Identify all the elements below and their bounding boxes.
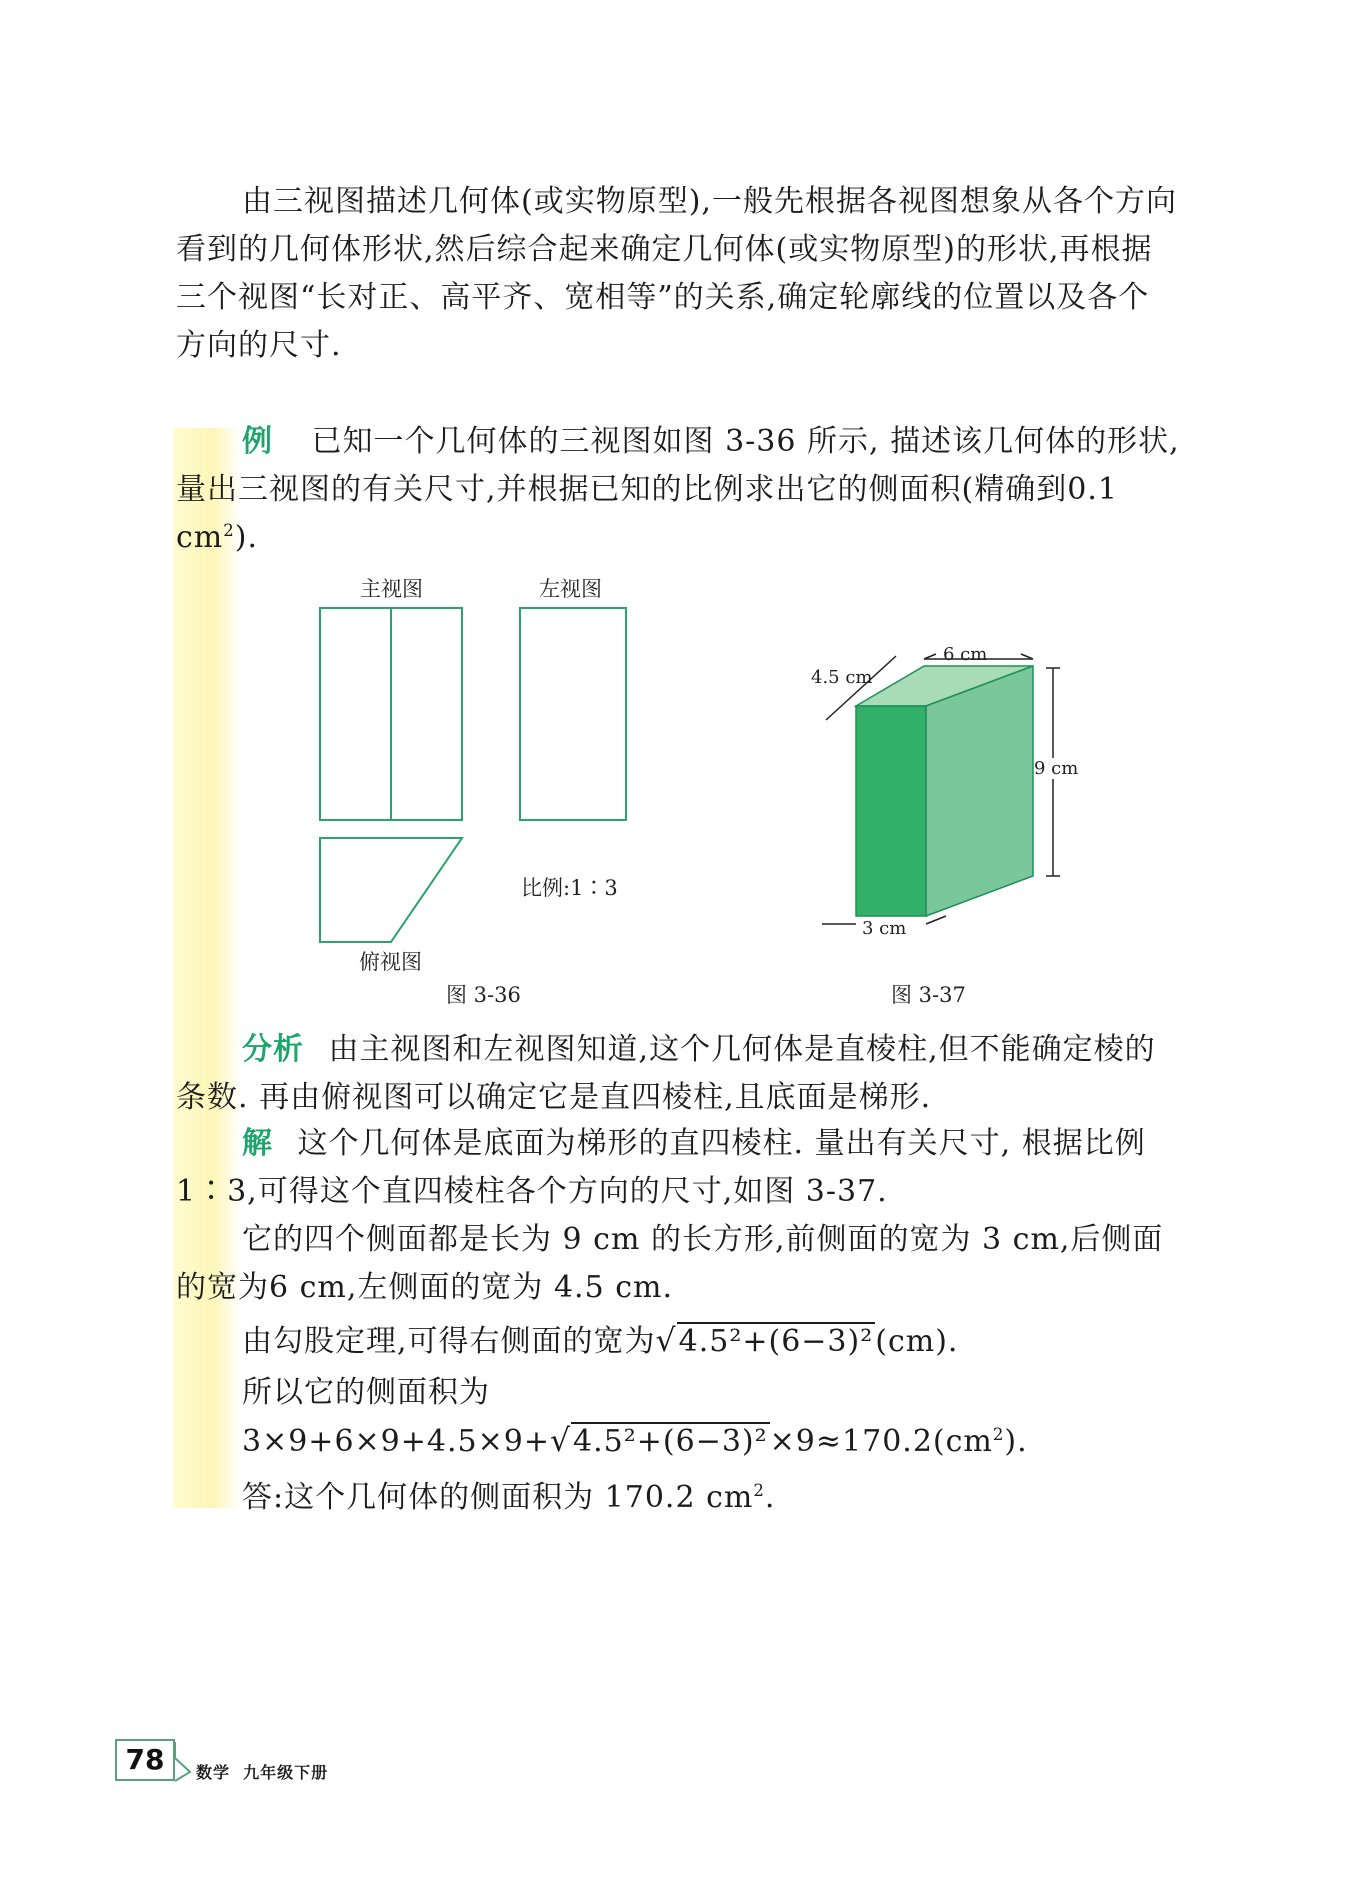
page-number: 78 — [115, 1739, 175, 1781]
intro-paragraph: 由三视图描述几何体(或实物原型),一般先根据各视图想象从各个方向看到的几何体形状,然后综合起来确定几何体(或实物原型)的形状,再根据三个视图“长对正、高平齐、宽相等”的关系,确定轮廓线的位置以及各个方向的尺寸. — [176, 184, 1177, 363]
left-view-label: 左视图 — [539, 577, 602, 601]
dim-height: 9 cm — [1034, 758, 1079, 779]
pythagoras-pre: 由勾股定理,可得右侧面的宽为 — [242, 1324, 656, 1359]
sqrt-icon: √ — [549, 1423, 572, 1459]
dim-top: 6 cm — [943, 644, 988, 665]
scale-label: 比例:1∶3 — [521, 876, 618, 900]
analysis-label: 分析 — [242, 1032, 304, 1067]
formula-pre: 3×9+6×9+4.5×9+ — [242, 1424, 550, 1459]
formula-end: ). — [1004, 1424, 1028, 1459]
example-end: ). — [234, 520, 258, 555]
example-label: 例 — [242, 424, 273, 459]
analysis-text: 由主视图和左视图知道,这个几何体是直棱柱,但不能确定棱的条数. 再由俯视图可以确定它是直四棱柱,且底面是梯形. — [176, 1032, 1156, 1115]
formula-radicand: 4.5²+(6−3)² — [573, 1424, 768, 1459]
example-sup: 2 — [223, 521, 235, 540]
solution-text: 这个几何体是底面为梯形的直四棱柱. 量出有关尺寸, 根据比例1∶3,可得这个直四棱柱各个方向的尺寸,如图 3-37. — [176, 1126, 1146, 1209]
area-intro-line: 所以它的侧面积为 — [242, 1375, 490, 1410]
solution-label: 解 — [242, 1126, 273, 1161]
sqrt-icon: √ — [655, 1323, 677, 1359]
figure-3-36-caption: 图 3-36 — [446, 983, 521, 1007]
answer-text: 答:这个几何体的侧面积为 170.2 cm — [242, 1480, 754, 1515]
formula-post: ×9≈170.2(cm — [769, 1424, 993, 1459]
dim-bottom: 3 cm — [862, 918, 907, 939]
book-title: 数学 九年级下册 — [196, 1763, 329, 1782]
sqrt-radicand: 4.5²+(6−3)² — [678, 1324, 874, 1359]
figure-3-37-caption: 图 3-37 — [891, 983, 966, 1007]
solution-paragraph-2: 它的四个侧面都是长为 9 cm 的长方形,前侧面的宽为 3 cm,后侧面的宽为6 cm,左侧面的宽为 4.5 cm. — [176, 1222, 1164, 1305]
dim-depth: 4.5 cm — [811, 667, 873, 688]
example-text: 已知一个几何体的三视图如图 3-36 所示, 描述该几何体的形状,量出三视图的有关尺寸,并根据已知的比例求出它的侧面积(精确到0.1 cm — [176, 424, 1180, 555]
front-view-label: 主视图 — [360, 577, 423, 601]
formula-sup: 2 — [992, 1425, 1005, 1444]
answer-end: . — [764, 1480, 776, 1515]
pythagoras-post: (cm). — [875, 1324, 959, 1359]
answer-sup: 2 — [753, 1481, 765, 1500]
top-view-label: 俯视图 — [359, 950, 422, 974]
